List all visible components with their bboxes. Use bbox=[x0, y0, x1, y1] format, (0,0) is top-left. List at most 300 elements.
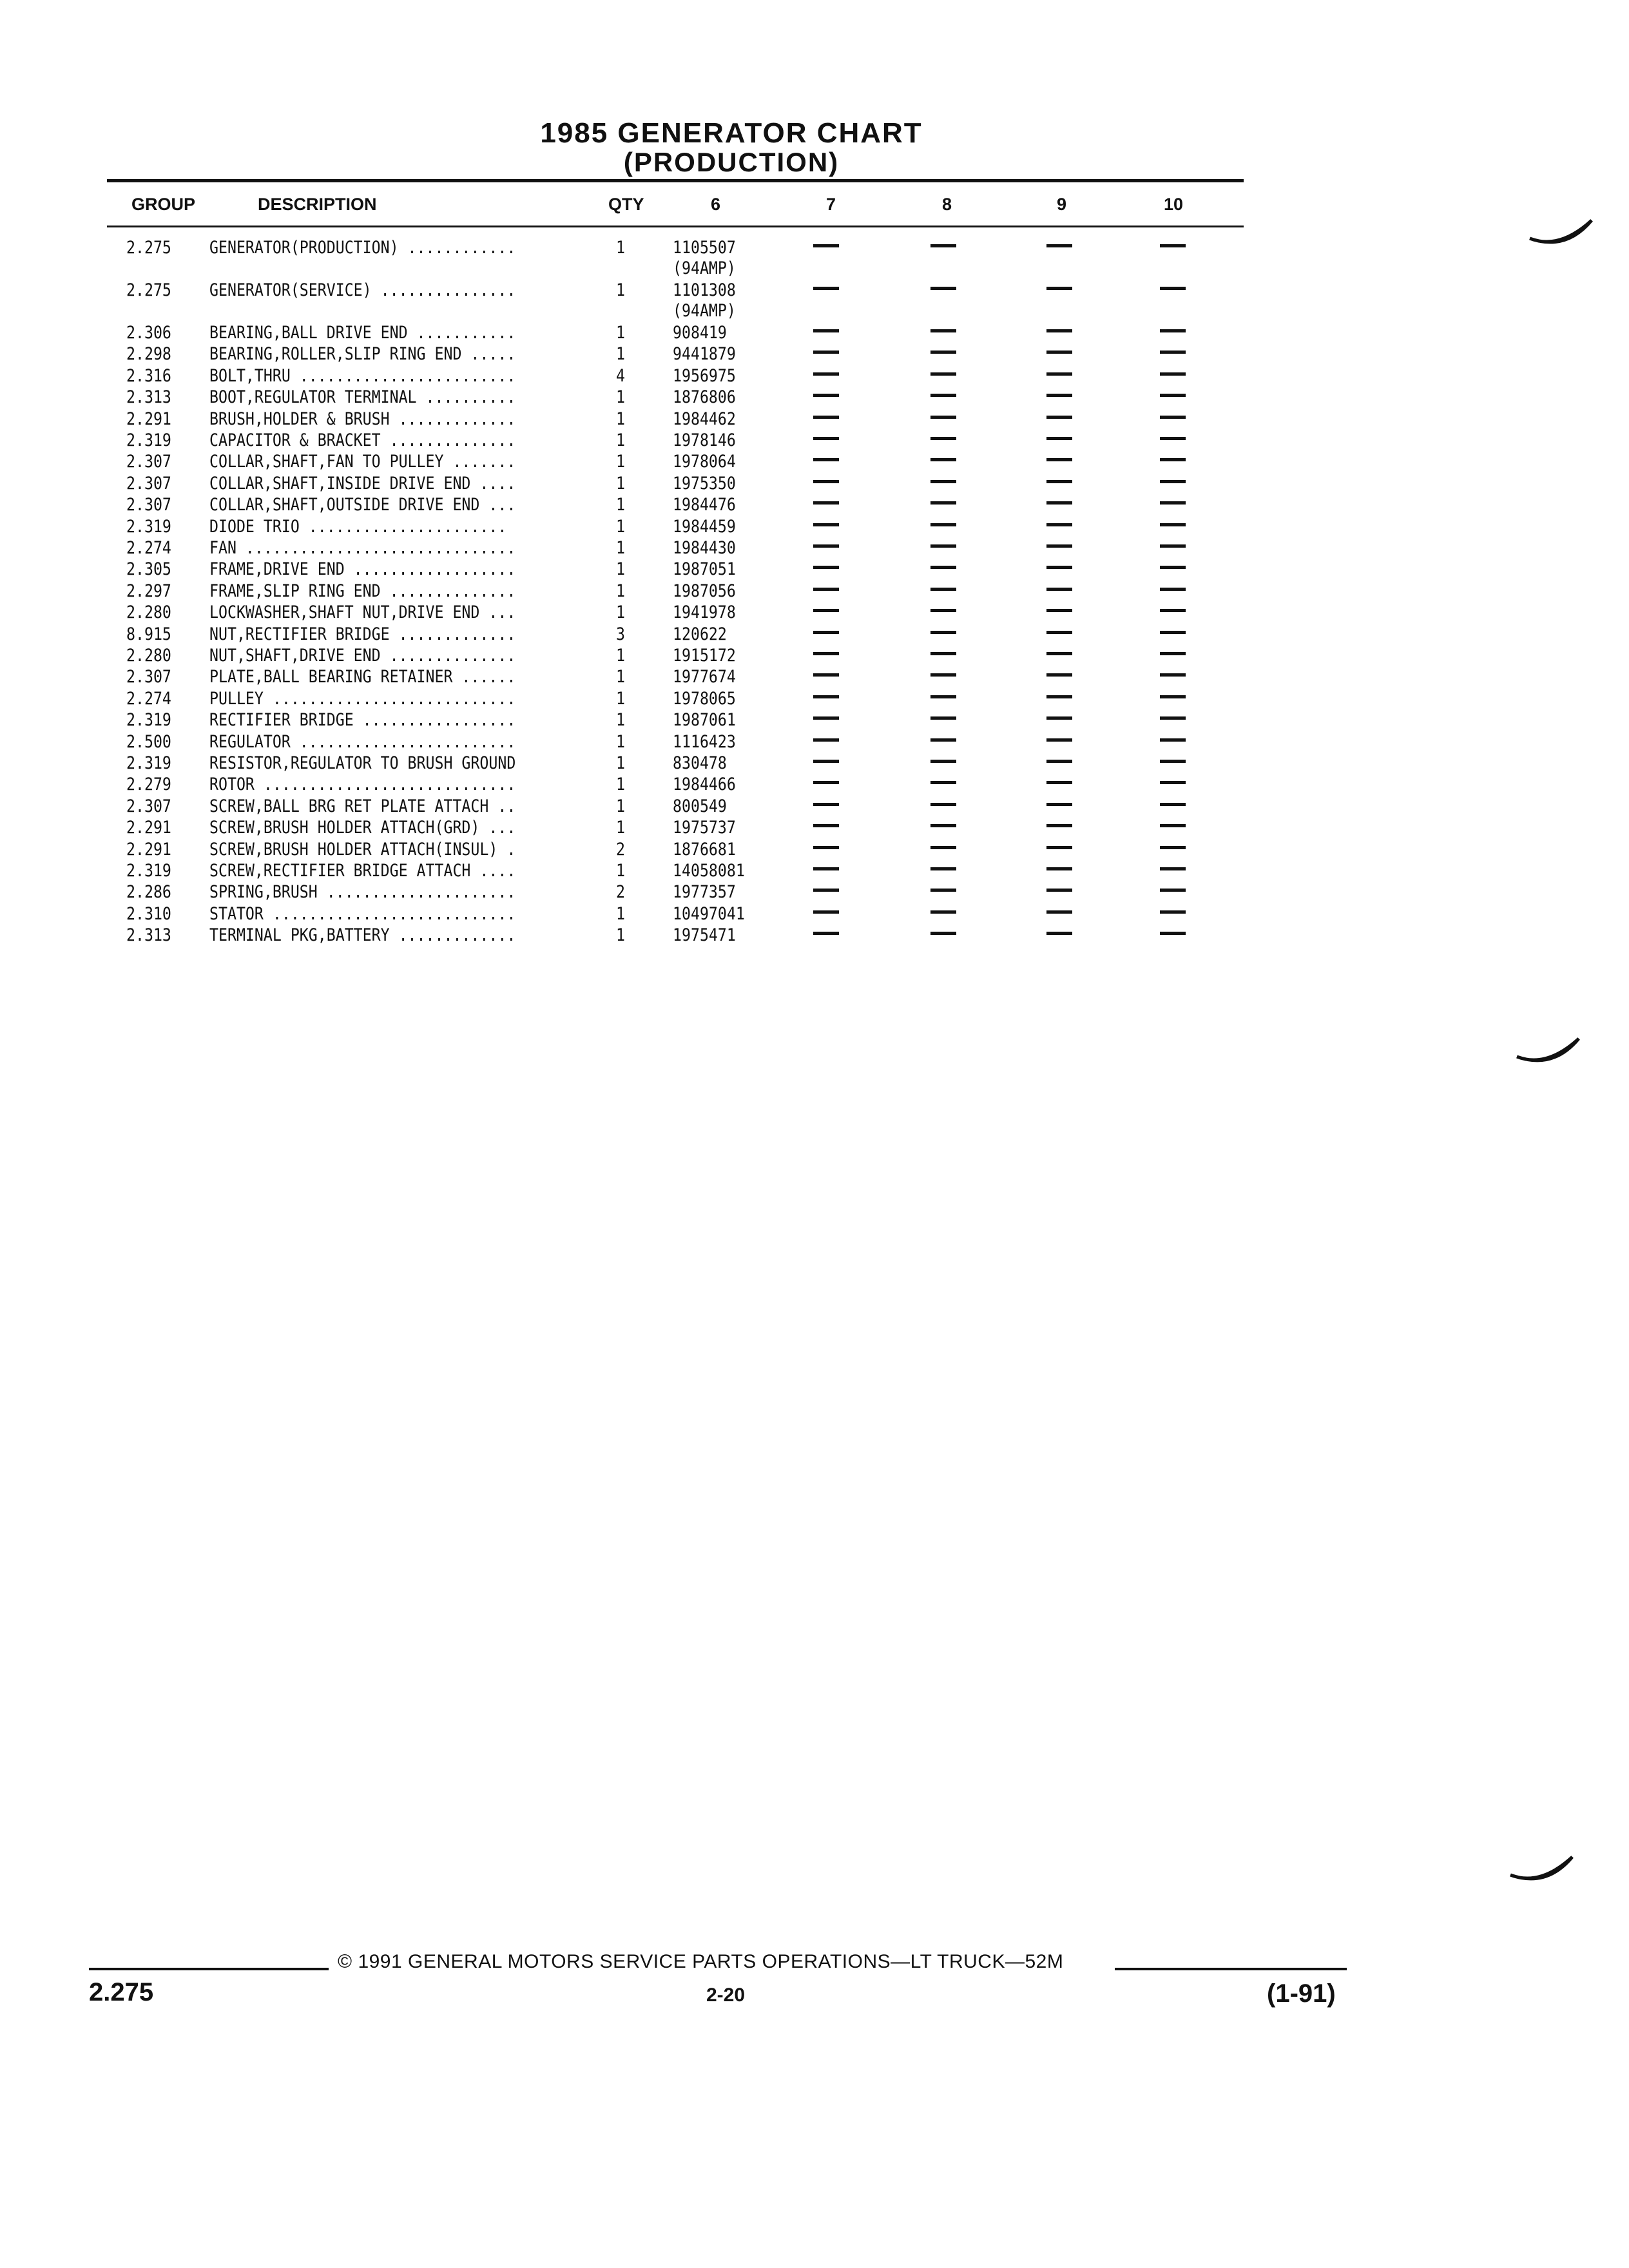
not-applicable-dash-col-9 bbox=[1046, 716, 1072, 720]
not-applicable-dash-col-8 bbox=[930, 287, 956, 290]
not-applicable-dash-col-10 bbox=[1160, 437, 1186, 440]
table-row bbox=[0, 624, 1629, 646]
not-applicable-dash-col-8 bbox=[930, 351, 956, 354]
row-description: FRAME,DRIVE END .................. bbox=[209, 559, 516, 580]
not-applicable-dash-col-7 bbox=[813, 501, 839, 505]
not-applicable-dash-col-10 bbox=[1160, 889, 1186, 892]
not-applicable-dash-col-10 bbox=[1160, 846, 1186, 849]
not-applicable-dash-col-7 bbox=[813, 738, 839, 742]
not-applicable-dash-col-7 bbox=[813, 394, 839, 397]
row-group: 2.307 bbox=[126, 452, 171, 472]
table-row bbox=[0, 666, 1629, 688]
footer-page-number: 2-20 bbox=[706, 1984, 746, 2006]
not-applicable-dash-col-9 bbox=[1046, 803, 1072, 806]
row-description: CAPACITOR & BRACKET .............. bbox=[209, 430, 516, 450]
row-part-number: 830478 bbox=[673, 753, 727, 773]
not-applicable-dash-col-8 bbox=[930, 544, 956, 548]
not-applicable-dash-col-7 bbox=[813, 437, 839, 440]
not-applicable-dash-col-8 bbox=[930, 588, 956, 591]
row-part-number: 800549 bbox=[673, 796, 727, 816]
table-row bbox=[0, 559, 1629, 581]
row-group: 2.291 bbox=[126, 818, 171, 838]
row-description: GENERATOR(PRODUCTION) ............ bbox=[209, 238, 516, 258]
row-part-number: 1975350 bbox=[673, 473, 736, 494]
not-applicable-dash-col-9 bbox=[1046, 394, 1072, 397]
row-description: BEARING,ROLLER,SLIP RING END ..... bbox=[209, 344, 516, 365]
row-group: 2.291 bbox=[126, 839, 171, 860]
not-applicable-dash-col-7 bbox=[813, 673, 839, 677]
not-applicable-dash-col-8 bbox=[930, 329, 956, 332]
row-qty: 2 bbox=[616, 882, 625, 903]
not-applicable-dash-col-7 bbox=[813, 523, 839, 526]
row-description: SCREW,BALL BRG RET PLATE ATTACH .. bbox=[209, 796, 516, 816]
not-applicable-dash-col-7 bbox=[813, 631, 839, 634]
row-qty: 1 bbox=[616, 602, 625, 623]
row-description: BOOT,REGULATOR TERMINAL .......... bbox=[209, 387, 516, 408]
not-applicable-dash-col-10 bbox=[1160, 716, 1186, 720]
row-description: PLATE,BALL BEARING RETAINER ...... bbox=[209, 667, 516, 687]
row-part-number: 1984430 bbox=[673, 538, 736, 558]
not-applicable-dash-col-9 bbox=[1046, 760, 1072, 763]
row-part-number: 10497041 bbox=[673, 903, 745, 924]
not-applicable-dash-col-10 bbox=[1160, 652, 1186, 655]
not-applicable-dash-col-7 bbox=[813, 803, 839, 806]
row-part-number: 1975737 bbox=[673, 818, 736, 838]
not-applicable-dash-col-7 bbox=[813, 932, 839, 935]
row-description: BEARING,BALL DRIVE END ........... bbox=[209, 323, 516, 343]
row-part-number: 1977674 bbox=[673, 667, 736, 687]
table-row bbox=[0, 903, 1629, 925]
row-group: 2.500 bbox=[126, 731, 171, 752]
not-applicable-dash-col-9 bbox=[1046, 867, 1072, 870]
not-applicable-dash-col-7 bbox=[813, 889, 839, 892]
not-applicable-dash-col-7 bbox=[813, 760, 839, 763]
row-part-number: 1915172 bbox=[673, 646, 736, 666]
row-description: FAN .............................. bbox=[209, 538, 516, 558]
row-group: 2.307 bbox=[126, 495, 171, 515]
not-applicable-dash-col-8 bbox=[930, 501, 956, 505]
row-qty: 1 bbox=[616, 387, 625, 408]
row-qty: 1 bbox=[616, 473, 625, 494]
table-row bbox=[0, 688, 1629, 710]
row-part-number: 908419 bbox=[673, 323, 727, 343]
row-part-note: (94AMP) bbox=[673, 301, 736, 321]
row-group: 2.310 bbox=[126, 903, 171, 924]
not-applicable-dash-col-9 bbox=[1046, 889, 1072, 892]
not-applicable-dash-col-9 bbox=[1046, 631, 1072, 634]
row-group: 2.307 bbox=[126, 473, 171, 494]
not-applicable-dash-col-9 bbox=[1046, 329, 1072, 332]
header-col-10: 10 bbox=[1164, 195, 1184, 214]
header-qty: QTY bbox=[608, 195, 644, 214]
not-applicable-dash-col-8 bbox=[930, 631, 956, 634]
not-applicable-dash-col-10 bbox=[1160, 244, 1186, 247]
not-applicable-dash-col-7 bbox=[813, 867, 839, 870]
row-group: 2.280 bbox=[126, 602, 171, 623]
table-row bbox=[0, 387, 1629, 408]
not-applicable-dash-col-10 bbox=[1160, 480, 1186, 483]
row-description: COLLAR,SHAFT,INSIDE DRIVE END .... bbox=[209, 473, 516, 494]
table-row bbox=[0, 925, 1629, 947]
not-applicable-dash-col-8 bbox=[930, 695, 956, 698]
row-part-number: 1984476 bbox=[673, 495, 736, 515]
binder-mark-bottom bbox=[1508, 1849, 1579, 1894]
row-group: 2.313 bbox=[126, 925, 171, 946]
not-applicable-dash-col-8 bbox=[930, 480, 956, 483]
not-applicable-dash-col-8 bbox=[930, 458, 956, 461]
row-part-number: 1105507 bbox=[673, 238, 736, 258]
header-col-8: 8 bbox=[942, 195, 952, 214]
not-applicable-dash-col-7 bbox=[813, 372, 839, 376]
row-qty: 4 bbox=[616, 365, 625, 386]
not-applicable-dash-col-9 bbox=[1046, 458, 1072, 461]
chart-subtitle: (PRODUCTION) bbox=[623, 147, 840, 177]
row-part-number: 1956975 bbox=[673, 365, 736, 386]
row-group: 2.275 bbox=[126, 280, 171, 300]
row-group: 2.297 bbox=[126, 581, 171, 601]
row-qty: 1 bbox=[616, 495, 625, 515]
row-part-number: 1984459 bbox=[673, 516, 736, 537]
table-row bbox=[0, 774, 1629, 796]
not-applicable-dash-col-8 bbox=[930, 244, 956, 247]
not-applicable-dash-col-10 bbox=[1160, 867, 1186, 870]
row-description: COLLAR,SHAFT,FAN TO PULLEY ....... bbox=[209, 452, 516, 472]
not-applicable-dash-col-10 bbox=[1160, 588, 1186, 591]
not-applicable-dash-col-10 bbox=[1160, 609, 1186, 612]
row-qty: 1 bbox=[616, 731, 625, 752]
row-part-number: 1978064 bbox=[673, 452, 736, 472]
table-row bbox=[0, 581, 1629, 602]
row-group: 2.279 bbox=[126, 774, 171, 795]
not-applicable-dash-col-10 bbox=[1160, 458, 1186, 461]
not-applicable-dash-col-9 bbox=[1046, 523, 1072, 526]
header-top-rule bbox=[107, 179, 1244, 182]
row-group: 2.319 bbox=[126, 710, 171, 731]
row-qty: 1 bbox=[616, 667, 625, 687]
not-applicable-dash-col-7 bbox=[813, 652, 839, 655]
row-qty: 1 bbox=[616, 688, 625, 709]
binder-mark-top bbox=[1527, 213, 1598, 258]
not-applicable-dash-col-8 bbox=[930, 416, 956, 419]
row-group: 2.316 bbox=[126, 365, 171, 386]
table-row bbox=[0, 473, 1629, 495]
not-applicable-dash-col-10 bbox=[1160, 351, 1186, 354]
table-row bbox=[0, 753, 1629, 774]
chart-title: 1985 GENERATOR CHART bbox=[540, 117, 923, 149]
not-applicable-dash-col-9 bbox=[1046, 566, 1072, 569]
row-qty: 1 bbox=[616, 710, 625, 731]
row-description: SCREW,BRUSH HOLDER ATTACH(GRD) ... bbox=[209, 818, 516, 838]
not-applicable-dash-col-7 bbox=[813, 287, 839, 290]
not-applicable-dash-col-10 bbox=[1160, 416, 1186, 419]
row-description: DIODE TRIO ...................... bbox=[209, 516, 507, 537]
row-qty: 1 bbox=[616, 516, 625, 537]
row-description: BRUSH,HOLDER & BRUSH ............. bbox=[209, 408, 516, 429]
not-applicable-dash-col-8 bbox=[930, 372, 956, 376]
not-applicable-dash-col-10 bbox=[1160, 760, 1186, 763]
table-row bbox=[0, 731, 1629, 753]
row-part-number: 14058081 bbox=[673, 861, 745, 881]
not-applicable-dash-col-9 bbox=[1046, 544, 1072, 548]
not-applicable-dash-col-8 bbox=[930, 716, 956, 720]
row-qty: 1 bbox=[616, 581, 625, 601]
row-group: 8.915 bbox=[126, 624, 171, 644]
row-part-number: 1987061 bbox=[673, 710, 736, 731]
not-applicable-dash-col-10 bbox=[1160, 824, 1186, 827]
not-applicable-dash-col-8 bbox=[930, 523, 956, 526]
not-applicable-dash-col-9 bbox=[1046, 695, 1072, 698]
row-qty: 1 bbox=[616, 452, 625, 472]
row-description: SCREW,BRUSH HOLDER ATTACH(INSUL) . bbox=[209, 839, 516, 860]
row-group: 2.286 bbox=[126, 882, 171, 903]
table-row bbox=[0, 237, 1629, 278]
not-applicable-dash-col-8 bbox=[930, 673, 956, 677]
not-applicable-dash-col-9 bbox=[1046, 287, 1072, 290]
row-part-number: 1984466 bbox=[673, 774, 736, 795]
table-row bbox=[0, 881, 1629, 903]
not-applicable-dash-col-8 bbox=[930, 781, 956, 784]
row-qty: 1 bbox=[616, 861, 625, 881]
header-group: GROUP bbox=[131, 195, 196, 214]
not-applicable-dash-col-10 bbox=[1160, 287, 1186, 290]
not-applicable-dash-col-9 bbox=[1046, 501, 1072, 505]
table-row bbox=[0, 860, 1629, 882]
not-applicable-dash-col-10 bbox=[1160, 803, 1186, 806]
table-row bbox=[0, 408, 1629, 430]
row-part-number: 1978065 bbox=[673, 688, 736, 709]
header-description: DESCRIPTION bbox=[258, 195, 377, 214]
table-row bbox=[0, 494, 1629, 516]
not-applicable-dash-col-10 bbox=[1160, 394, 1186, 397]
not-applicable-dash-col-9 bbox=[1046, 846, 1072, 849]
not-applicable-dash-col-7 bbox=[813, 846, 839, 849]
table-row bbox=[0, 839, 1629, 861]
row-part-number: 1977357 bbox=[673, 882, 736, 903]
row-group: 2.274 bbox=[126, 688, 171, 709]
not-applicable-dash-col-10 bbox=[1160, 544, 1186, 548]
not-applicable-dash-col-7 bbox=[813, 566, 839, 569]
row-part-number: 1941978 bbox=[673, 602, 736, 623]
table-row bbox=[0, 645, 1629, 667]
row-description: TERMINAL PKG,BATTERY ............. bbox=[209, 925, 516, 946]
table-row bbox=[0, 516, 1629, 538]
not-applicable-dash-col-9 bbox=[1046, 588, 1072, 591]
footer-rule-right bbox=[1115, 1968, 1347, 1970]
not-applicable-dash-col-7 bbox=[813, 609, 839, 612]
not-applicable-dash-col-8 bbox=[930, 760, 956, 763]
not-applicable-dash-col-9 bbox=[1046, 244, 1072, 247]
not-applicable-dash-col-10 bbox=[1160, 673, 1186, 677]
row-group: 2.319 bbox=[126, 861, 171, 881]
not-applicable-dash-col-10 bbox=[1160, 501, 1186, 505]
not-applicable-dash-col-7 bbox=[813, 244, 839, 247]
not-applicable-dash-col-9 bbox=[1046, 824, 1072, 827]
table-row bbox=[0, 430, 1629, 452]
not-applicable-dash-col-8 bbox=[930, 889, 956, 892]
row-description: GENERATOR(SERVICE) ............... bbox=[209, 280, 516, 300]
not-applicable-dash-col-8 bbox=[930, 394, 956, 397]
not-applicable-dash-col-8 bbox=[930, 437, 956, 440]
row-description: LOCKWASHER,SHAFT NUT,DRIVE END ... bbox=[209, 602, 516, 623]
not-applicable-dash-col-10 bbox=[1160, 631, 1186, 634]
not-applicable-dash-col-7 bbox=[813, 695, 839, 698]
row-description: RESISTOR,REGULATOR TO BRUSH GROUND bbox=[209, 753, 516, 773]
header-col-6: 6 bbox=[711, 195, 721, 214]
not-applicable-dash-col-7 bbox=[813, 480, 839, 483]
not-applicable-dash-col-9 bbox=[1046, 351, 1072, 354]
row-part-number: 1984462 bbox=[673, 408, 736, 429]
row-part-number: 9441879 bbox=[673, 344, 736, 365]
row-description: FRAME,SLIP RING END .............. bbox=[209, 581, 516, 601]
row-part-number: 120622 bbox=[673, 624, 727, 644]
row-group: 2.307 bbox=[126, 667, 171, 687]
not-applicable-dash-col-7 bbox=[813, 588, 839, 591]
row-description: SCREW,RECTIFIER BRIDGE ATTACH .... bbox=[209, 861, 516, 881]
footer-section-number: 2.275 bbox=[89, 1978, 154, 2006]
row-qty: 1 bbox=[616, 344, 625, 365]
table-row bbox=[0, 280, 1629, 321]
row-part-number: 1876806 bbox=[673, 387, 736, 408]
row-part-number: 1116423 bbox=[673, 731, 736, 752]
table-row bbox=[0, 322, 1629, 344]
table-row bbox=[0, 817, 1629, 839]
row-description: RECTIFIER BRIDGE ................. bbox=[209, 710, 516, 731]
not-applicable-dash-col-8 bbox=[930, 846, 956, 849]
not-applicable-dash-col-9 bbox=[1046, 480, 1072, 483]
not-applicable-dash-col-9 bbox=[1046, 932, 1072, 935]
row-qty: 1 bbox=[616, 538, 625, 558]
not-applicable-dash-col-9 bbox=[1046, 673, 1072, 677]
row-description: COLLAR,SHAFT,OUTSIDE DRIVE END ... bbox=[209, 495, 516, 515]
row-qty: 1 bbox=[616, 280, 625, 300]
row-description: ROTOR ............................ bbox=[209, 774, 516, 795]
row-description: REGULATOR ........................ bbox=[209, 731, 516, 752]
header-col-7: 7 bbox=[826, 195, 836, 214]
not-applicable-dash-col-9 bbox=[1046, 372, 1072, 376]
row-part-number: 1987056 bbox=[673, 581, 736, 601]
row-description: NUT,SHAFT,DRIVE END .............. bbox=[209, 646, 516, 666]
table-row bbox=[0, 365, 1629, 387]
row-description: PULLEY ........................... bbox=[209, 688, 516, 709]
row-group: 2.280 bbox=[126, 646, 171, 666]
row-part-note: (94AMP) bbox=[673, 258, 736, 278]
not-applicable-dash-col-7 bbox=[813, 351, 839, 354]
not-applicable-dash-col-8 bbox=[930, 738, 956, 742]
row-description: STATOR ........................... bbox=[209, 903, 516, 924]
footer-rule-left bbox=[89, 1968, 329, 1970]
row-part-number: 1876681 bbox=[673, 839, 736, 860]
row-group: 2.275 bbox=[126, 238, 171, 258]
row-group: 2.319 bbox=[126, 430, 171, 450]
not-applicable-dash-col-7 bbox=[813, 544, 839, 548]
row-qty: 1 bbox=[616, 408, 625, 429]
binder-mark-middle bbox=[1514, 1031, 1585, 1076]
not-applicable-dash-col-9 bbox=[1046, 652, 1072, 655]
row-qty: 3 bbox=[616, 624, 625, 644]
row-group: 2.306 bbox=[126, 323, 171, 343]
not-applicable-dash-col-8 bbox=[930, 824, 956, 827]
not-applicable-dash-col-10 bbox=[1160, 329, 1186, 332]
table-row bbox=[0, 709, 1629, 731]
not-applicable-dash-col-9 bbox=[1046, 416, 1072, 419]
not-applicable-dash-col-8 bbox=[930, 932, 956, 935]
row-group: 2.274 bbox=[126, 538, 171, 558]
row-qty: 1 bbox=[616, 238, 625, 258]
row-qty: 1 bbox=[616, 774, 625, 795]
not-applicable-dash-col-10 bbox=[1160, 781, 1186, 784]
row-part-number: 1975471 bbox=[673, 925, 736, 946]
row-group: 2.319 bbox=[126, 516, 171, 537]
not-applicable-dash-col-8 bbox=[930, 910, 956, 914]
row-group: 2.319 bbox=[126, 753, 171, 773]
not-applicable-dash-col-10 bbox=[1160, 738, 1186, 742]
table-row bbox=[0, 343, 1629, 365]
row-qty: 1 bbox=[616, 430, 625, 450]
not-applicable-dash-col-10 bbox=[1160, 695, 1186, 698]
row-qty: 1 bbox=[616, 903, 625, 924]
header-col-9: 9 bbox=[1057, 195, 1067, 214]
not-applicable-dash-col-10 bbox=[1160, 523, 1186, 526]
row-group: 2.298 bbox=[126, 344, 171, 365]
row-qty: 1 bbox=[616, 646, 625, 666]
footer-copyright: © 1991 GENERAL MOTORS SERVICE PARTS OPERATIONS—LT TRUCK—52M bbox=[338, 1951, 1064, 1972]
row-qty: 1 bbox=[616, 925, 625, 946]
row-part-number: 1987051 bbox=[673, 559, 736, 580]
row-description: SPRING,BRUSH ..................... bbox=[209, 882, 516, 903]
not-applicable-dash-col-9 bbox=[1046, 781, 1072, 784]
not-applicable-dash-col-10 bbox=[1160, 932, 1186, 935]
not-applicable-dash-col-10 bbox=[1160, 566, 1186, 569]
row-group: 2.291 bbox=[126, 408, 171, 429]
not-applicable-dash-col-9 bbox=[1046, 738, 1072, 742]
not-applicable-dash-col-7 bbox=[813, 416, 839, 419]
row-group: 2.305 bbox=[126, 559, 171, 580]
not-applicable-dash-col-10 bbox=[1160, 372, 1186, 376]
not-applicable-dash-col-8 bbox=[930, 652, 956, 655]
not-applicable-dash-col-8 bbox=[930, 867, 956, 870]
not-applicable-dash-col-7 bbox=[813, 824, 839, 827]
not-applicable-dash-col-10 bbox=[1160, 910, 1186, 914]
not-applicable-dash-col-7 bbox=[813, 329, 839, 332]
row-qty: 1 bbox=[616, 559, 625, 580]
not-applicable-dash-col-8 bbox=[930, 609, 956, 612]
row-group: 2.307 bbox=[126, 796, 171, 816]
row-qty: 1 bbox=[616, 323, 625, 343]
table-row bbox=[0, 602, 1629, 624]
not-applicable-dash-col-7 bbox=[813, 458, 839, 461]
not-applicable-dash-col-9 bbox=[1046, 437, 1072, 440]
footer-revision: (1-91) bbox=[1267, 1979, 1336, 2008]
row-qty: 1 bbox=[616, 818, 625, 838]
table-row bbox=[0, 451, 1629, 473]
not-applicable-dash-col-8 bbox=[930, 566, 956, 569]
table-row bbox=[0, 537, 1629, 559]
row-qty: 1 bbox=[616, 796, 625, 816]
table-row bbox=[0, 796, 1629, 818]
row-group: 2.313 bbox=[126, 387, 171, 408]
not-applicable-dash-col-7 bbox=[813, 910, 839, 914]
not-applicable-dash-col-7 bbox=[813, 716, 839, 720]
header-bottom-rule bbox=[107, 226, 1244, 227]
row-qty: 2 bbox=[616, 839, 625, 860]
not-applicable-dash-col-8 bbox=[930, 803, 956, 806]
row-part-number: 1978146 bbox=[673, 430, 736, 450]
row-part-number: 1101308 bbox=[673, 280, 736, 300]
not-applicable-dash-col-9 bbox=[1046, 910, 1072, 914]
not-applicable-dash-col-9 bbox=[1046, 609, 1072, 612]
row-description: NUT,RECTIFIER BRIDGE ............. bbox=[209, 624, 516, 644]
row-qty: 1 bbox=[616, 753, 625, 773]
